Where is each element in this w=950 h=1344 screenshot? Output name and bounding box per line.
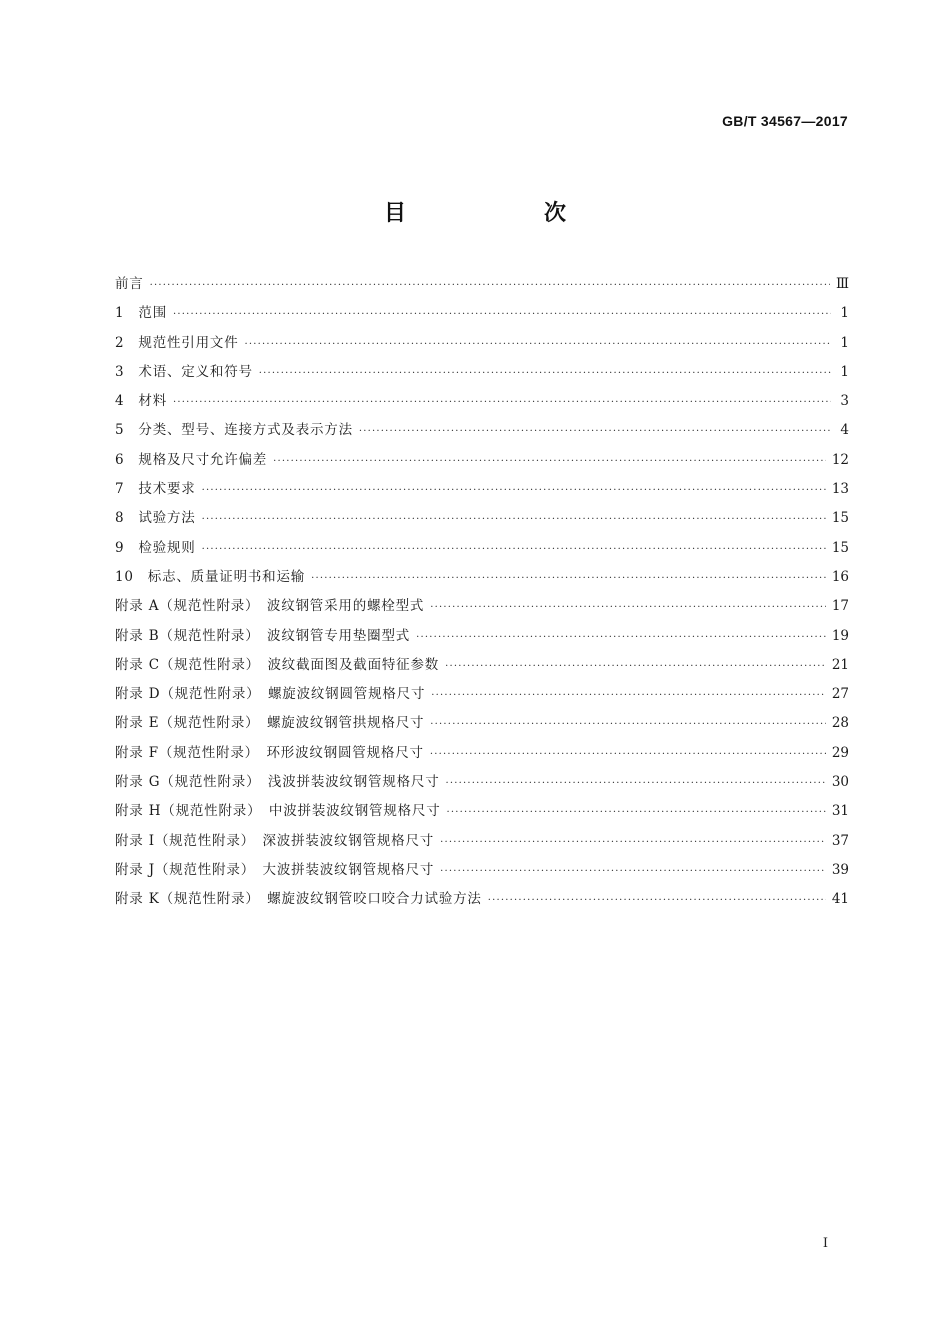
toc-entry-number: 8 (115, 510, 125, 527)
toc-entry-page: 15 (831, 539, 849, 556)
toc-entry-title: 检验规则 (138, 539, 196, 556)
toc-leader-dots (431, 681, 826, 710)
toc-entry-number: 6 (115, 451, 125, 468)
toc-entry-title: 附录 G（规范性附录） 浅波拼装波纹钢管规格尺寸 (115, 774, 440, 791)
toc-entry-page: 30 (831, 774, 849, 791)
toc-entry[interactable] (115, 475, 849, 504)
toc-entry[interactable] (115, 387, 849, 416)
toc-entry[interactable] (115, 768, 849, 797)
toc-leader-dots (173, 388, 831, 417)
toc-entry-page: 4 (840, 422, 849, 439)
table-of-contents (115, 270, 849, 915)
toc-entry-page: 31 (831, 803, 849, 820)
toc-entry[interactable] (115, 592, 849, 621)
toc-leader-dots (259, 359, 831, 388)
toc-entry-title: 附录 F（规范性附录） 环形波纹钢圆管规格尺寸 (115, 744, 424, 761)
toc-entry[interactable] (115, 358, 849, 387)
toc-entry-title: 附录 C（规范性附录） 波纹截面图及截面特征参数 (115, 656, 440, 673)
toc-entry[interactable] (115, 709, 849, 738)
toc-leader-dots (445, 652, 826, 681)
toc-entry-title: 附录 E（规范性附录） 螺旋波纹钢管拱规格尺寸 (115, 715, 425, 732)
toc-entry-number: 2 (115, 334, 125, 351)
toc-entry-page: 41 (831, 891, 849, 908)
toc-entry-number: 4 (115, 393, 125, 410)
toc-entry-number: 3 (115, 363, 125, 380)
toc-entry-title: 试验方法 (138, 510, 196, 527)
toc-entry[interactable] (115, 504, 849, 533)
toc-entry[interactable] (115, 797, 849, 826)
toc-leader-dots (245, 330, 832, 359)
toc-entry-page: 13 (831, 481, 849, 498)
toc-entry-page: 27 (831, 686, 849, 703)
toc-leader-dots (440, 857, 826, 886)
toc-entry-title: 技术要求 (138, 481, 196, 498)
toc-leader-dots (430, 593, 826, 622)
toc-leader-dots (202, 476, 826, 505)
toc-entry[interactable] (115, 622, 849, 651)
toc-entry[interactable] (115, 739, 849, 768)
toc-entry-page: 1 (840, 363, 849, 380)
toc-entry-title: 术语、定义和符号 (138, 363, 253, 380)
toc-entry[interactable] (115, 563, 849, 592)
page-title: 目 次 (383, 201, 624, 226)
toc-entry-page: 28 (831, 715, 849, 732)
toc-entry-page: 19 (831, 627, 849, 644)
toc-leader-dots (273, 447, 826, 476)
toc-entry-page: 39 (831, 861, 849, 878)
toc-leader-dots (150, 271, 830, 300)
toc-entry-page: 1 (840, 334, 849, 351)
toc-entry[interactable] (115, 416, 849, 445)
toc-leader-dots (440, 828, 826, 857)
toc-entry[interactable] (115, 680, 849, 709)
toc-leader-dots (202, 505, 826, 534)
toc-entry-title: 前言 (115, 276, 144, 292)
toc-entry-page: 1 (840, 305, 849, 322)
standard-code: GB/T 34567—2017 (722, 113, 848, 129)
toc-entry-title: 分类、型号、连接方式及表示方法 (138, 422, 353, 439)
toc-entry-page: 3 (840, 393, 849, 410)
toc-entry-title: 附录 J（规范性附录） 大波拼装波纹钢管规格尺寸 (115, 861, 435, 878)
toc-entry-title: 附录 B（规范性附录） 波纹钢管专用垫圈型式 (115, 627, 411, 644)
toc-entry-title: 范围 (138, 305, 167, 322)
toc-entry-title: 标志、质量证明书和运输 (147, 568, 306, 585)
toc-entry-page: 17 (831, 598, 849, 615)
toc-entry[interactable] (115, 329, 849, 358)
toc-entry-page: 15 (831, 510, 849, 527)
toc-leader-dots (416, 623, 826, 652)
toc-entry-page: 37 (831, 832, 849, 849)
toc-leader-dots (311, 564, 826, 593)
toc-entry-number: 9 (115, 539, 125, 556)
toc-entry-page: 29 (831, 744, 849, 761)
toc-entry[interactable] (115, 270, 849, 299)
toc-leader-dots (173, 300, 831, 329)
toc-entry[interactable] (115, 299, 849, 328)
toc-entry-page: 21 (831, 656, 849, 673)
toc-entry-number: 5 (115, 422, 125, 439)
toc-entry-number: 1 (115, 305, 125, 322)
toc-entry[interactable] (115, 885, 849, 914)
toc-leader-dots (430, 710, 826, 739)
toc-entry[interactable] (115, 827, 849, 856)
toc-entry-title: 规格及尺寸允许偏差 (138, 451, 268, 468)
toc-entry[interactable] (115, 534, 849, 563)
toc-entry-page: 16 (831, 568, 849, 585)
toc-leader-dots (488, 886, 826, 915)
toc-entry-title: 附录 H（规范性附录） 中波拼装波纹钢管规格尺寸 (115, 803, 441, 820)
toc-entry-title: 附录 D（规范性附录） 螺旋波纹钢圆管规格尺寸 (115, 686, 426, 703)
toc-leader-dots (359, 417, 831, 446)
toc-entry-title: 附录 K（规范性附录） 螺旋波纹钢管咬口咬合力试验方法 (115, 891, 482, 908)
toc-leader-dots (447, 798, 826, 827)
toc-entry[interactable] (115, 446, 849, 475)
toc-entry-title: 材料 (138, 393, 167, 410)
toc-entry-number: 7 (115, 481, 125, 498)
toc-entry-title: 附录 A（规范性附录） 波纹钢管采用的螺栓型式 (115, 598, 425, 615)
toc-leader-dots (430, 740, 826, 769)
toc-entry-title: 附录 I（规范性附录） 深波拼装波纹钢管规格尺寸 (115, 832, 435, 849)
toc-entry[interactable] (115, 856, 849, 885)
page-number: I (822, 1236, 828, 1251)
toc-entry-page: Ⅲ (835, 276, 849, 292)
toc-entry-number: 10 (115, 568, 134, 585)
toc-entry-title: 规范性引用文件 (138, 334, 239, 351)
toc-entry[interactable] (115, 651, 849, 680)
toc-leader-dots (202, 535, 826, 564)
toc-entry-page: 12 (831, 451, 849, 468)
toc-leader-dots (446, 769, 826, 798)
